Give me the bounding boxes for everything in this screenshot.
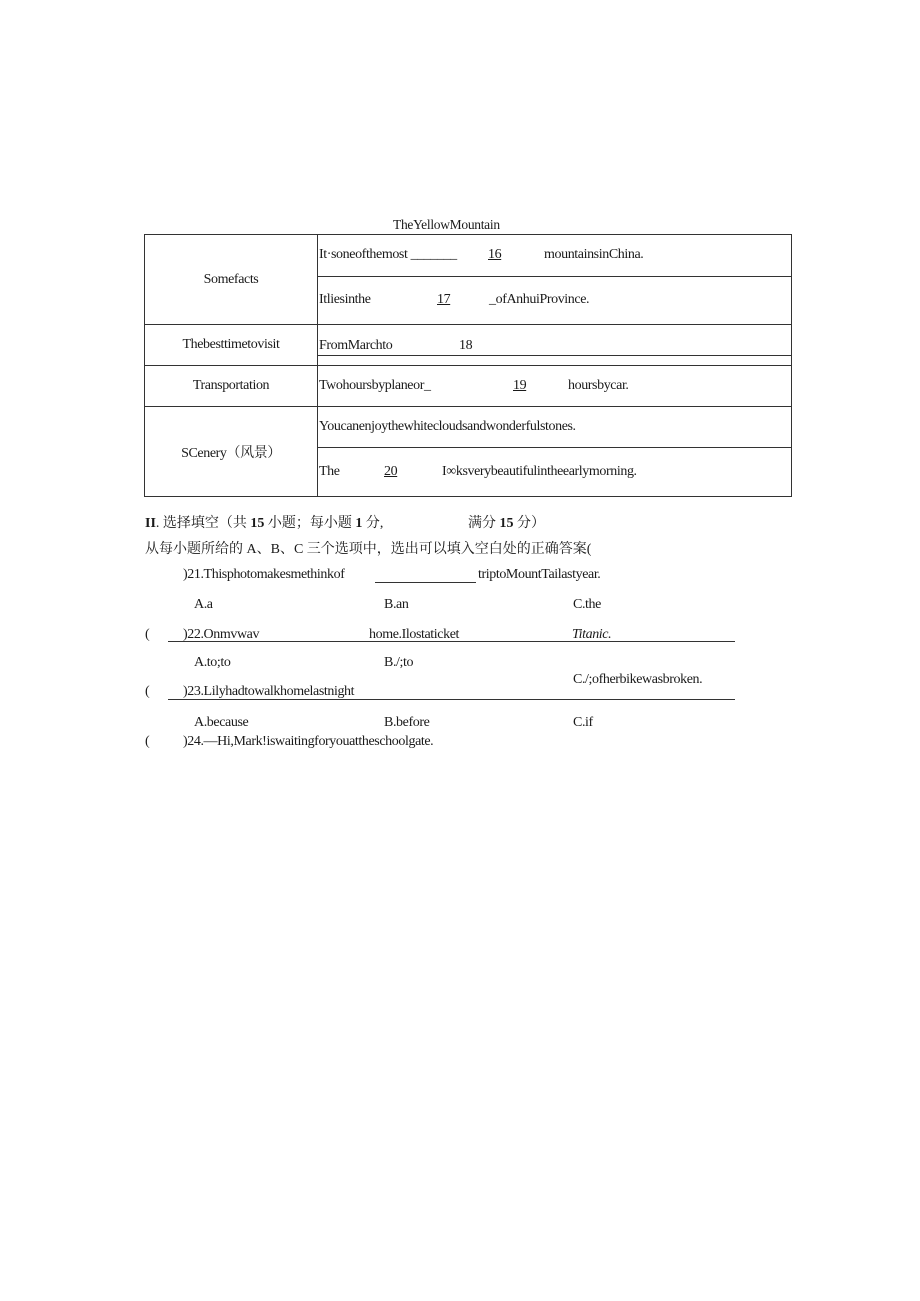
q21-stem: )21.Thisphotomakesmethinkof <box>183 567 345 582</box>
cell-text: mountainsinChina. <box>544 247 644 262</box>
info-table <box>144 234 792 497</box>
table-cell <box>318 407 792 448</box>
table-cell <box>318 277 792 325</box>
cell-text: Twohoursbyplaneor_ <box>319 378 431 393</box>
q23-option-c[interactable]: C.if <box>573 715 593 730</box>
blank-number: 20 <box>384 464 398 479</box>
q21-option-c[interactable]: C.the <box>573 597 601 612</box>
table-cell <box>318 366 792 407</box>
q22-option-c[interactable]: C./;ofherbikewasbroken. <box>573 672 703 687</box>
q23-paren: ( <box>145 684 150 699</box>
table-cell <box>318 235 792 277</box>
blank-number: 18 <box>459 338 473 353</box>
q22-stem-mid: home.Ilostaticket <box>369 627 460 642</box>
answer-blank <box>375 582 476 583</box>
q22-option-b[interactable]: B./;to <box>384 655 414 670</box>
q24-stem: )24.—Hi,Mark!iswaitingforyouattheschoolgate. <box>183 734 434 749</box>
table-cell <box>318 448 792 497</box>
cell-text: Itliesinthe <box>319 292 371 307</box>
q21-stem-end: triptoMountTailastyear. <box>478 567 601 582</box>
q23-option-a[interactable]: A.because <box>194 715 249 730</box>
points-each: 1 <box>355 516 363 531</box>
q22-stem: )22.Onmvwav <box>183 627 260 642</box>
cell-text: hoursbycar. <box>568 378 629 393</box>
q22-option-a[interactable]: A.to;to <box>194 655 231 670</box>
cell-text: FromMarchto <box>319 338 393 353</box>
divider <box>318 355 791 356</box>
q22-title: Titanic. <box>572 627 612 642</box>
section-roman: II <box>145 516 156 531</box>
q21-option-a[interactable]: A.a <box>194 597 213 612</box>
row-label-facts: Somefacts <box>145 235 318 325</box>
blank-number: 19 <box>513 378 527 393</box>
answer-line <box>168 641 735 642</box>
q24-paren: ( <box>145 734 150 749</box>
row-label-best-time: Thebesttimetovisit <box>145 325 318 366</box>
cell-text: The <box>319 464 340 479</box>
q21-option-b[interactable]: B.an <box>384 597 409 612</box>
cell-text: It·soneofthemost _______ <box>319 247 457 262</box>
table-title: TheYellowMountain <box>393 217 500 232</box>
q22-paren: ( <box>145 627 150 642</box>
cell-text: _ofAnhuiProvince. <box>489 292 590 307</box>
cell-text: Youcanenjoythewhitecloudsandwonderfulstones. <box>319 419 576 434</box>
section-heading: II. 选择填空（共 15 小题；每小题 1 分, <box>145 516 384 531</box>
blank-number: 17 <box>437 292 451 307</box>
row-label-scenery: SCenery（风景） <box>145 407 318 497</box>
blank-number: 16 <box>488 247 502 262</box>
row-label-transportation: Transportation <box>145 366 318 407</box>
instruction-text: 从每小题所给的 A、B、C 三个选项中，选出可以填入空白处的正确答案( <box>145 542 592 557</box>
q23-stem: )23.Lilyhadtowalkhomelastnight <box>183 684 355 699</box>
section-total: 满分 15 分） <box>468 516 545 531</box>
question-count: 15 <box>250 516 265 531</box>
cell-text: I∞ksverybeautifulintheearlymorning. <box>442 464 637 479</box>
table-cell <box>318 325 792 366</box>
answer-line <box>168 699 735 700</box>
total-points: 15 <box>499 516 514 531</box>
q23-option-b[interactable]: B.before <box>384 715 430 730</box>
